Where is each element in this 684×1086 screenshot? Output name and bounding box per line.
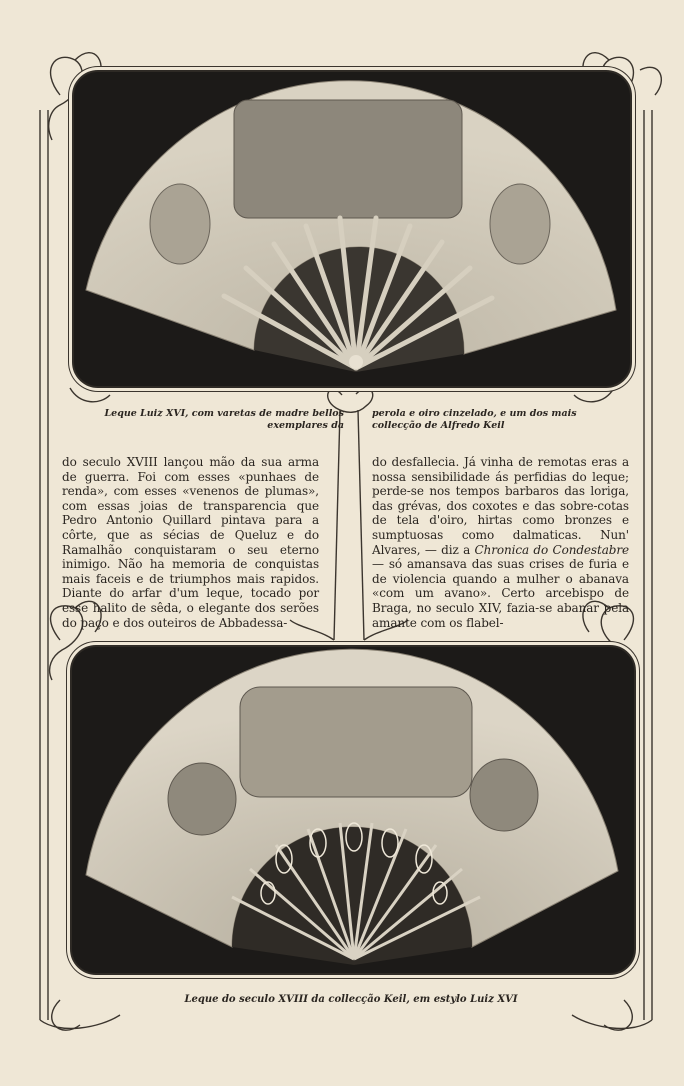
top-caption-right: perola e oiro cinzelado, e um dos mais collecção de Alfredo Keil bbox=[372, 408, 577, 431]
chronica-title: Chronica do Condestabre bbox=[474, 542, 629, 557]
top-caption-left: Leque Luiz XVI, com varetas de madre bellos exemplares da bbox=[104, 408, 344, 431]
paragraph-right bbox=[372, 455, 629, 630]
bottom-fan-photo bbox=[70, 645, 636, 975]
fan-luiz-xvi-illustration bbox=[74, 72, 630, 386]
paragraph-right-end: — só amansava das suas crises de furia e de violencia quando a mulher o abanava «com um avano». Certo arcebispo de Braga, no seculo XIV, fazia-se abanar pela amante com os flabel- bbox=[372, 557, 629, 630]
paragraph-left: do seculo XVIII lançou mão da sua arma de guerra. Foi com esses «punhaes de renda», com esses «venenos de plumas», com essas joias de transparencia que Pedro Antonio Quillard pintava para a côrte, que as sécias de Queluz e do Ramalhão conquistaram o seu eterno inimigo. Não ha memoria de conquistas mais faceis e de triumphos mais rapidos. Diante do arfar d'um leque, tocado por esse halito de sêda, o elegante dos serões do paço e dos outeiros de Abbadessa- bbox=[62, 455, 319, 630]
bottom-caption: Leque do seculo XVIII da collecção Keil, em estylo Luiz XVI bbox=[184, 994, 518, 1005]
fan-seculo-xviii-illustration bbox=[72, 647, 634, 973]
text-column-right bbox=[372, 455, 629, 630]
top-fan-photo bbox=[72, 70, 632, 388]
text-column-left bbox=[62, 455, 319, 630]
paragraph-right-start: do desfallecia. Já vinha de remotas eras a nossa sensibilidade ás perfidias do leque; perde-se nos tempos barbaros das loriga, das grévas, dos coxotes e das sobre-cotas de tela d'oiro, hirtas como bronzes e sumptuosas como dalmaticas. Nun' Alvares, — diz a bbox=[372, 455, 629, 557]
